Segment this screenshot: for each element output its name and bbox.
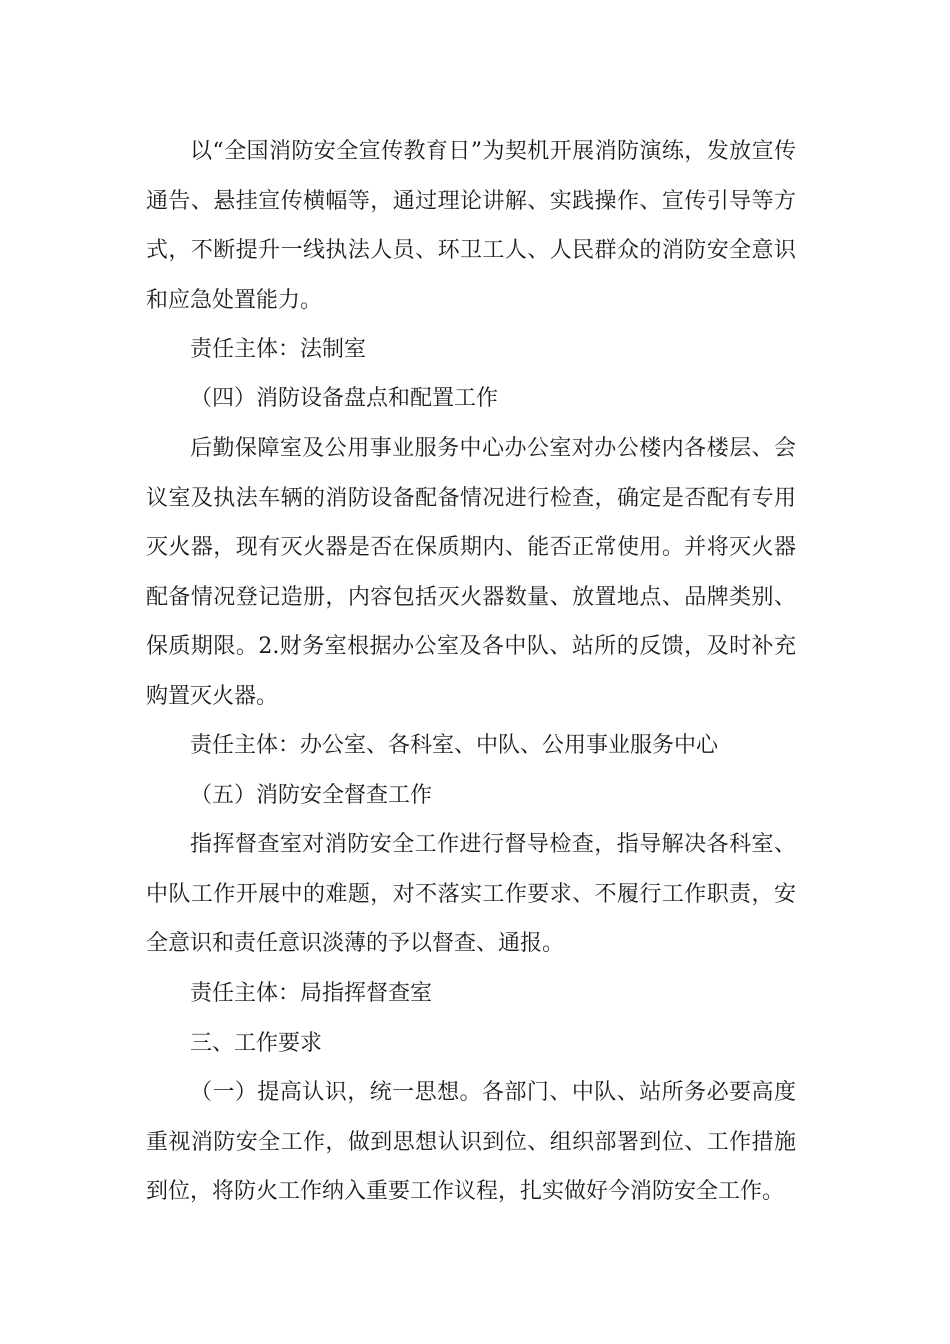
paragraph-responsible-legal-office: 责任主体：法制室 [190, 337, 367, 362]
section-heading-safety-supervision: （五）消防安全督查工作 [190, 783, 433, 808]
section-heading-equipment-inventory: （四）消防设备盘点和配置工作 [190, 386, 499, 411]
paragraph-raise-awareness: （一）提高认识，统一思想。各部门、中队、站所务必要高度重视消防安全工作，做到思想认识到位、组织部署到位、工作措施到位，将防火工作纳入重要工作议程，扎实做好今消防安全工作。 [146, 1080, 796, 1204]
paragraph-fire-drill-publicity: 以“全国消防安全宣传教育日”为契机开展消防演练，发放宣传通告、悬挂宣传横幅等，通过理论讲解、实践操作、宣传引导等方式，不断提升一线执法人员、环卫工人、人民群众的消防安全意识和应急处置能力。 [146, 139, 796, 313]
section-heading-work-requirements: 三、工作要求 [190, 1031, 323, 1056]
paragraph-responsible-offices: 责任主体：办公室、各科室、中队、公用事业服务中心 [190, 733, 719, 758]
paragraph-responsible-command-office: 责任主体：局指挥督查室 [190, 981, 433, 1006]
paragraph-equipment-inventory: 后勤保障室及公用事业服务中心办公室对办公楼内各楼层、会议室及执法车辆的消防设备配备情况进行检查，确定是否配有专用灭火器，现有灭火器是否在保质期内、能否正常使用。并将灭火器配备情况登记造册，内容包括灭火器数量、放置地点、品牌类别、保质期限。2.财务室根据办公室及各中队、站所的反馈，及时补充购置灭火器。 [146, 436, 796, 709]
paragraph-safety-supervision: 指挥督查室对消防安全工作进行督导检查，指导解决各科室、中队工作开展中的难题，对不落实工作要求、不履行工作职责，安全意识和责任意识淡薄的予以督查、通报。 [146, 832, 796, 956]
